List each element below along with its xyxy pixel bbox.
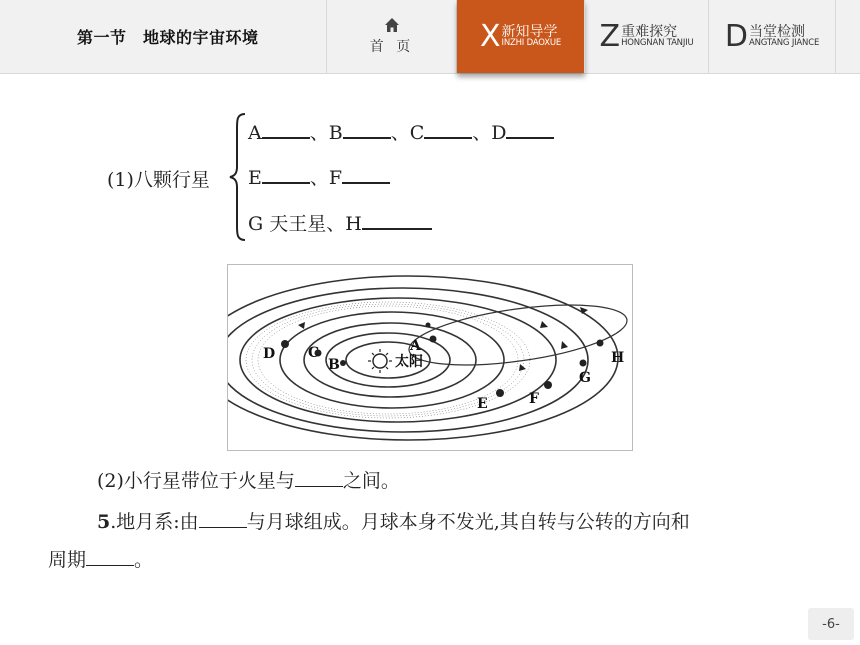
question-5-number: 5 [97,511,111,533]
planet-e-label: E [248,167,262,189]
curly-brace [228,112,248,242]
question-2 [97,466,400,493]
blank-period[interactable] [86,549,134,566]
planet-label-b: B [328,357,340,373]
question-5-text-a: .地月系:由 [110,511,199,533]
tab-dangtang-jiance[interactable] [709,0,836,73]
planet-label-d: D [263,346,276,362]
tab-xinzhi-daoxue[interactable] [457,0,585,73]
page-number: -6- [808,608,854,640]
blank-b[interactable] [343,119,391,139]
top-navigation-bar [0,0,860,74]
planet-g-label: G 天王星、H [248,213,362,235]
blank-d[interactable] [506,119,554,139]
planet-label-g: G [579,370,591,386]
orbit-diagram [228,265,632,450]
blank-f[interactable] [342,164,390,184]
home-label: 首 页 [369,38,415,55]
blank-earth[interactable] [199,511,247,528]
sun-label: 太阳 [395,354,423,370]
tab-pinyin: ANGTANG JIANCE [748,38,820,49]
planet-label-e: E [477,396,488,412]
question-2-text-b: 之间。 [342,470,400,492]
blank-a[interactable] [262,119,310,139]
planet-row-1 [248,118,554,145]
tab-label: 当堂检测 [748,23,805,40]
tab-letter: Z [599,18,621,54]
tab-pinyin: INZHI DAOXUE [501,38,562,49]
planet-label-a: A [410,338,421,354]
blank-asteroid[interactable] [295,470,343,487]
question-5-text-d: 。 [134,549,154,571]
planet-row-3 [248,209,432,236]
tab-label: 重难探究 [621,23,678,40]
tab-pinyin: HONGNAN TANJIU [621,38,694,49]
home-button[interactable] [328,0,457,73]
solar-system-diagram [227,264,633,451]
question-2-text-a: (2)小行星带位于火星与 [97,470,295,492]
question-5-text-b: 与月球组成。月球本身不发光,其自转与公转的方向和 [246,511,690,533]
question-1-label: (1)八颗行星 [107,169,210,191]
tab-zhongnan-tanjiu[interactable] [585,0,709,73]
planet-label-f: F [529,391,539,407]
sun-icon [368,349,392,373]
planet-label-h: H [611,350,625,366]
tab-label: 新知导学 [501,23,558,40]
tab-letter: D [724,18,748,54]
planet-d-label: 、D [472,122,507,144]
nav-edge [836,0,860,73]
tab-letter: X [479,18,501,54]
section-title: 第一节 地球的宇宙环境 [0,0,327,73]
planet-a-label: A [248,122,262,144]
question-5-text-c: 周期 [48,549,87,571]
planet-label-c: C [308,345,320,361]
blank-c[interactable] [424,119,472,139]
planet-row-2 [248,163,390,190]
home-icon [385,18,399,32]
planet-b-label: 、B [309,122,343,144]
planet-c-label: 、C [390,122,425,144]
question-5-line-1 [97,507,690,534]
planet-f-label: 、F [309,167,343,189]
question-5-line-2 [48,545,153,572]
blank-h[interactable] [362,210,432,230]
blank-e[interactable] [262,164,310,184]
